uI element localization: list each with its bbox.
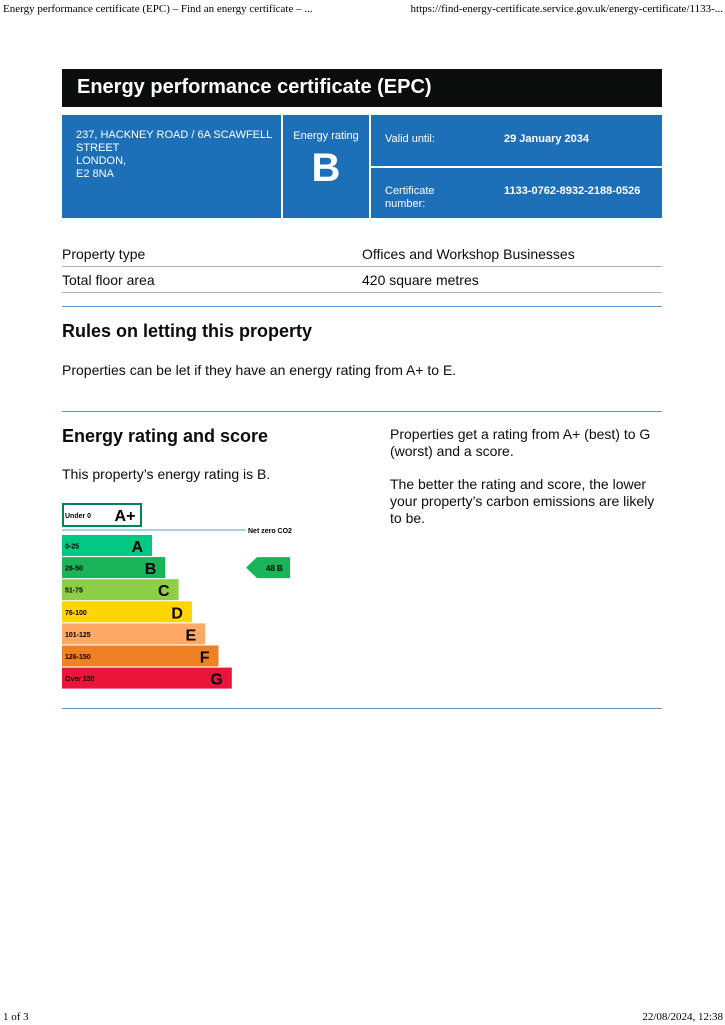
letting-rules-text: Properties can be let if they have an energy rating from A+ to E. — [62, 362, 457, 378]
band-letter-label: A — [131, 539, 143, 556]
section-divider — [62, 708, 662, 709]
address-line: 237, HACKNEY ROAD / 6A SCAWFELL — [76, 129, 273, 141]
page-title-bar — [62, 69, 662, 107]
section-divider — [62, 411, 662, 412]
energy-rating-value: B — [311, 146, 341, 190]
print-header — [0, 3, 725, 17]
floor-area-label: Total floor area — [62, 272, 155, 288]
valid-until-value: 29 January 2034 — [504, 133, 590, 145]
energy-rating-chart-svg — [62, 500, 302, 692]
energy-rating-label: Energy rating — [293, 130, 359, 142]
property-details-table — [62, 241, 662, 293]
band-range-label: 51-75 — [65, 587, 83, 595]
certificate-number-value: 1133-0762-8932-2188-0526 — [504, 185, 641, 197]
print-page-title: Energy performance certificate (EPC) – Find an energy certificate – ... — [3, 3, 313, 15]
net-zero-label: Net zero CO2 — [248, 528, 292, 535]
rating-score-explanation-text: The better the rating and score, the lower your property’s carbon emissions are likely to be. — [390, 476, 655, 526]
print-page-number: 1 of 3 — [3, 1011, 29, 1023]
property-type-value: Offices and Workshop Businesses — [362, 246, 575, 262]
band-letter-label: D — [171, 605, 183, 623]
band-range-label: 76-100 — [65, 609, 87, 617]
band-letter-label: F — [199, 649, 210, 667]
property-address — [62, 115, 281, 218]
page-title: Energy performance certificate (EPC) — [77, 76, 432, 98]
band-range-label: Over 150 — [65, 676, 95, 684]
table-row — [62, 241, 662, 267]
energy-rating-panel — [283, 115, 369, 218]
band-range-label: 101-125 — [65, 631, 91, 639]
floor-area-value: 420 square metres — [362, 272, 479, 288]
print-footer — [0, 1011, 725, 1025]
band-letter-label: G — [210, 671, 223, 689]
band-range-label: 26-50 — [65, 565, 83, 573]
print-url: https://find-energy-certificate.service.gov.uk/energy-certificate/1133-... — [410, 3, 723, 15]
band-letter-label: B — [144, 561, 157, 579]
table-row — [62, 267, 662, 293]
band-letter-label: E — [185, 627, 197, 645]
address-line: E2 8NA — [76, 168, 114, 180]
letting-rules-heading: Rules on letting this property — [62, 321, 313, 341]
epc-summary-box — [62, 115, 662, 218]
band-letter-label: A+ — [114, 508, 136, 525]
band-range-label: Under 0 — [65, 513, 92, 520]
current-score-label: 48 — [266, 564, 275, 574]
valid-until-label: Valid until: — [385, 133, 435, 145]
property-type-label: Property type — [62, 246, 146, 262]
band-letter-label: C — [158, 583, 170, 601]
band-range-label: 0-25 — [65, 543, 80, 551]
section-divider — [62, 306, 662, 307]
energy-rating-chart — [62, 500, 302, 692]
energy-rating-text: This property’s energy rating is B. — [62, 466, 271, 482]
address-line: STREET — [76, 142, 120, 154]
address-line: LONDON, — [76, 155, 127, 167]
current-letter-label: B — [277, 564, 283, 574]
certificate-number-label: Certificate number: — [385, 185, 435, 210]
valid-until-panel — [371, 115, 662, 166]
rating-explanation-text: Properties get a rating from A+ (best) to G (worst) and a score. — [390, 426, 651, 459]
certificate-number-panel — [371, 168, 662, 218]
energy-rating-heading: Energy rating and score — [62, 426, 269, 446]
print-timestamp: 22/08/2024, 12:38 — [642, 1011, 723, 1023]
band-range-label: 126-150 — [65, 654, 91, 661]
